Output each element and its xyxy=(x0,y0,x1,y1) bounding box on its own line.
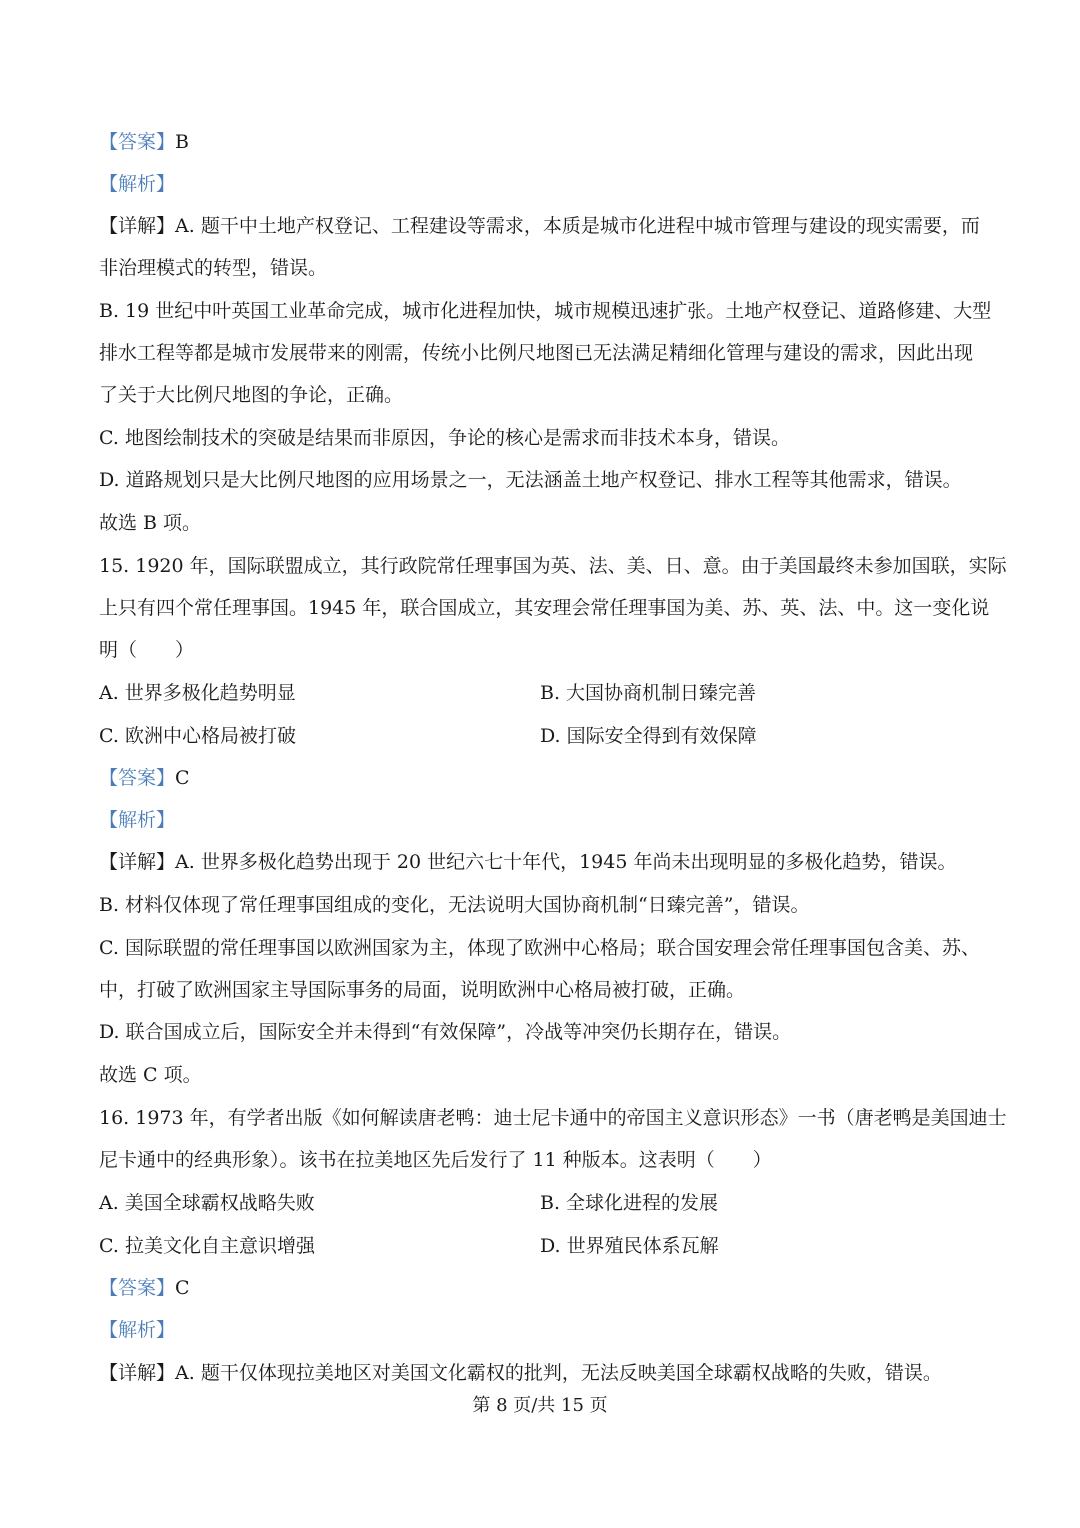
answer-label: 【答案】 xyxy=(99,1277,176,1299)
detail-line xyxy=(99,212,989,240)
analysis-label: 【解析】 xyxy=(99,173,176,195)
detail-label: 【详解】 xyxy=(99,215,176,237)
detail-text: 排水工程等都是城市发展带来的刚需，传统小比例尺地图已无法满足精细化管理与建设的需求，因此出现 xyxy=(99,342,974,364)
answer-label: 【答案】 xyxy=(99,767,176,789)
option-b: B. 大国协商机制日臻完善 xyxy=(540,682,757,704)
answer-line xyxy=(99,764,989,792)
option-a: A. 世界多极化趋势明显 xyxy=(99,682,296,704)
option-a: A. 美国全球霸权战略失败 xyxy=(99,1192,315,1214)
conclusion-text: 故选 B 项。 xyxy=(99,512,202,534)
detail-text: 非治理模式的转型，错误。 xyxy=(99,257,328,279)
detail-text: 了关于大比例尺地图的争论，正确。 xyxy=(99,384,404,406)
detail-text: A. 题干中土地产权登记、工程建设等需求，本质是城市化进程中城市管理与建设的现实需要，而 xyxy=(175,215,980,237)
detail-text: A. 世界多极化趋势出现于 20 世纪六七十年代，1945 年尚未出现明显的多极化趋势，错误。 xyxy=(175,851,957,873)
option-c: C. 拉美文化自主意识增强 xyxy=(99,1235,315,1257)
option-b: B. 全球化进程的发展 xyxy=(540,1192,719,1214)
option-d: D. 世界殖民体系瓦解 xyxy=(540,1235,719,1257)
question-stem: 上只有四个常任理事国。1945 年，联合国成立，其安理会常任理事国为美、苏、英、法、中。这一变化说 xyxy=(99,597,990,619)
detail-text: B. 材料仅体现了常任理事国组成的变化，无法说明大国协商机制“日臻完善”，错误。 xyxy=(99,894,810,916)
detail-text: C. 国际联盟的常任理事国以欧洲国家为主，体现了欧洲中心格局；联合国安理会常任理事国包含美、苏、 xyxy=(99,937,980,959)
conclusion-text: 故选 C 项。 xyxy=(99,1064,202,1086)
question-stem: 16. 1973 年，有学者出版《如何解读唐老鸭：迪士尼卡通中的帝国主义意识形态》一书（唐老鸭是美国迪士 xyxy=(99,1107,1007,1129)
detail-label: 【详解】 xyxy=(99,851,176,873)
option-d: D. 国际安全得到有效保障 xyxy=(540,725,757,747)
question-stem: 明（ ） xyxy=(99,639,195,661)
question-stem: 15. 1920 年，国际联盟成立，其行政院常任理事国为英、法、美、日、意。由于美国最终未参加国联，实际 xyxy=(99,555,1007,577)
answer-label: 【答案】 xyxy=(99,131,176,153)
answer-line xyxy=(99,1274,989,1302)
detail-text: A. 题干仅体现拉美地区对美国文化霸权的批判，无法反映美国全球霸权战略的失败，错误。 xyxy=(175,1362,942,1384)
answer-value: B xyxy=(175,131,189,153)
answer-value: C xyxy=(175,767,190,789)
answer-line xyxy=(99,128,989,156)
detail-line xyxy=(99,848,989,876)
analysis-label: 【解析】 xyxy=(99,1319,176,1341)
detail-line xyxy=(99,1359,989,1387)
detail-text: B. 19 世纪中叶英国工业革命完成，城市化进程加快，城市规模迅速扩张。土地产权登记、道路修建、大型 xyxy=(99,300,992,322)
detail-text: 中，打破了欧洲国家主导国际事务的局面，说明欧洲中心格局被打破，正确。 xyxy=(99,979,746,1001)
page-footer: 第 8 页/共 15 页 xyxy=(472,1395,608,1416)
detail-text: D. 道路规划只是大比例尺地图的应用场景之一，无法涵盖土地产权登记、排水工程等其他需求，错误。 xyxy=(99,469,962,491)
answer-value: C xyxy=(175,1277,190,1299)
question-stem: 尼卡通中的经典形象）。该书在拉美地区先后发行了 11 种版本。这表明（ ） xyxy=(99,1149,772,1171)
option-c: C. 欧洲中心格局被打破 xyxy=(99,725,296,747)
detail-label: 【详解】 xyxy=(99,1362,176,1384)
analysis-label: 【解析】 xyxy=(99,809,176,831)
detail-text: D. 联合国成立后，国际安全并未得到“有效保障”，冷战等冲突仍长期存在，错误。 xyxy=(99,1021,792,1043)
detail-text: C. 地图绘制技术的突破是结果而非原因，争论的核心是需求而非技术本身，错误。 xyxy=(99,427,790,449)
